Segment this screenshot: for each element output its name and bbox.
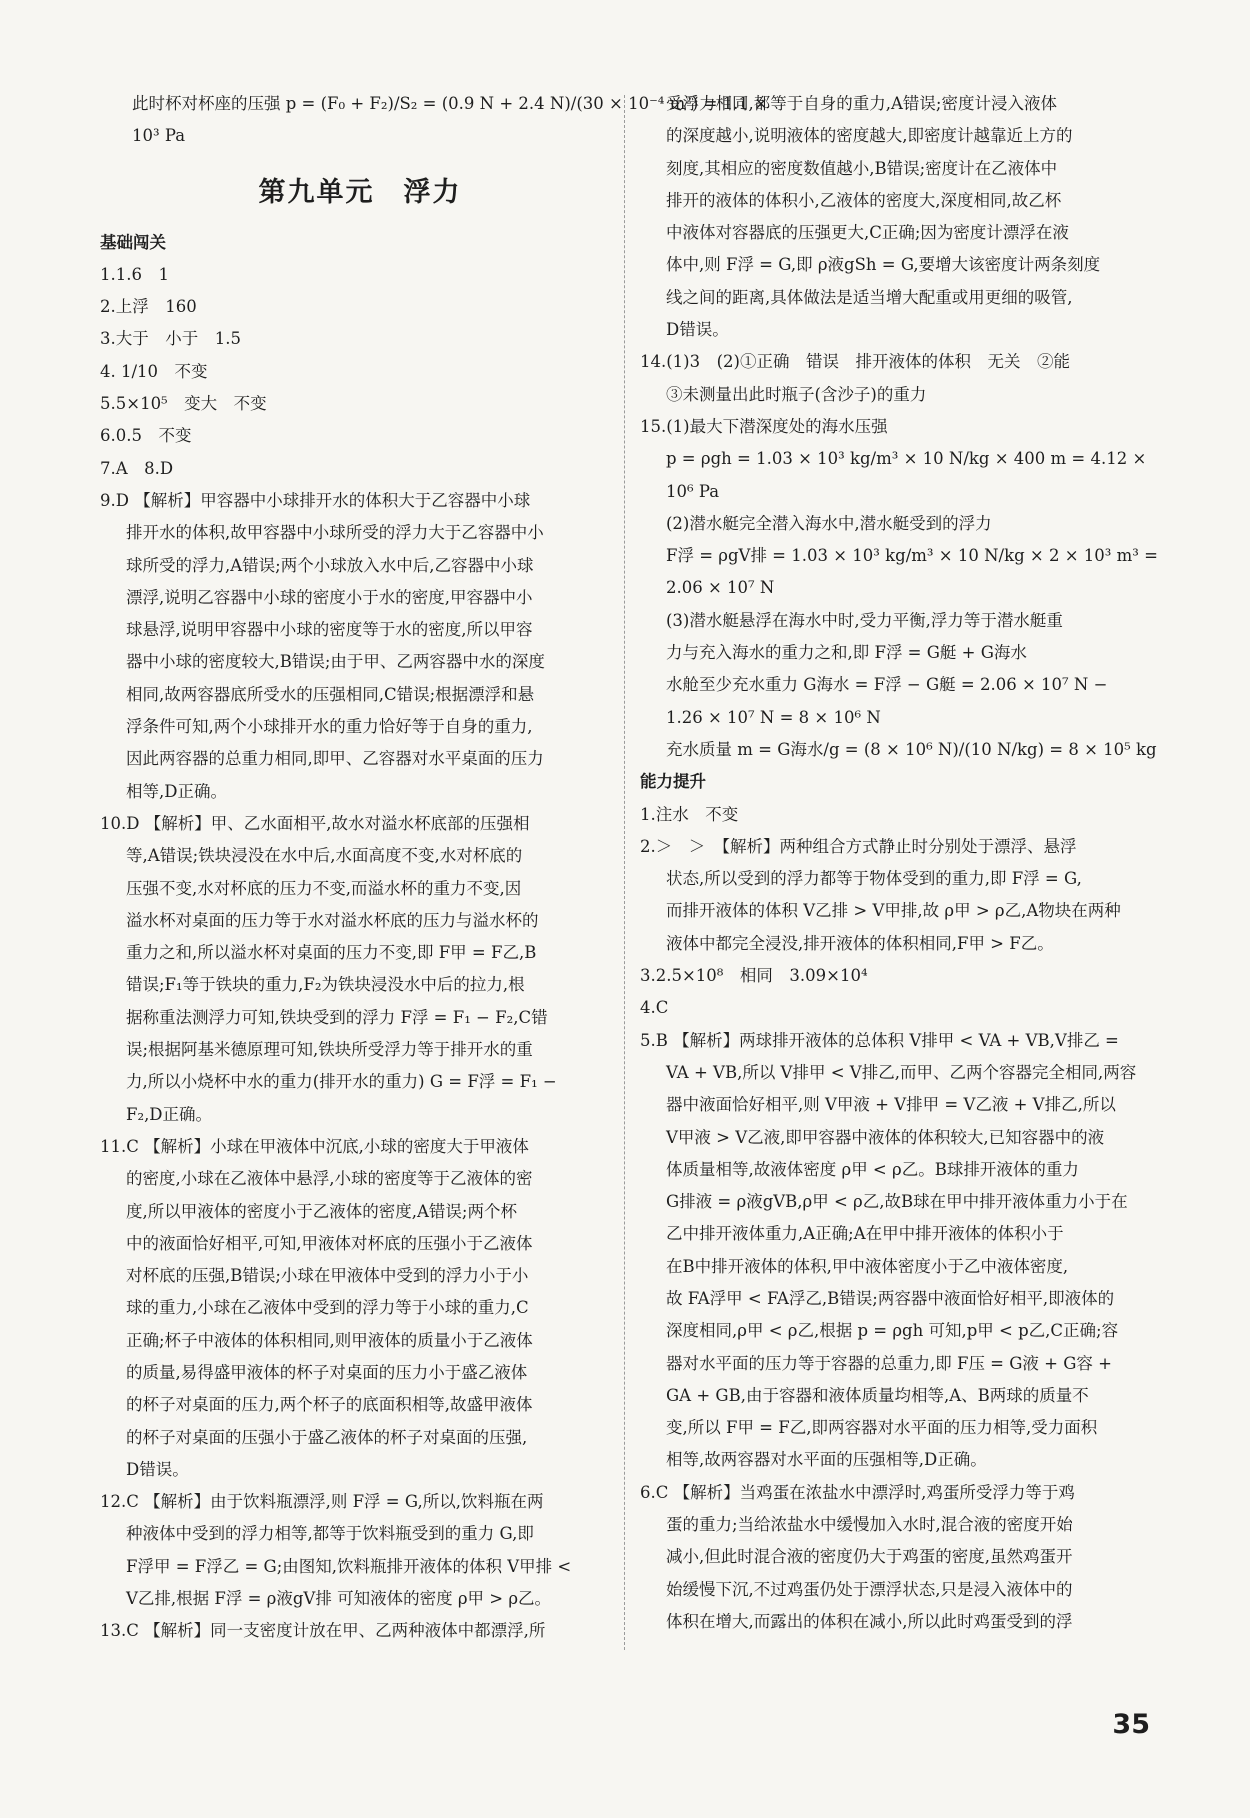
explanation-line: 体积在增大,而露出的体积在减小,所以此时鸡蛋受到的浮 (666, 1611, 1073, 1631)
formula-line: F浮 = ρgV排 = 1.03 × 10³ kg/m³ × 10 N/kg × 2 × 10³ m³ = (666, 546, 1158, 566)
explanation-line: 中液体对容器底的压强更大,C正确;因为密度计漂浮在液 (666, 223, 1069, 243)
explanation-line: 液体中都完全浸没,排开液体的体积相同,F甲 > F乙。 (666, 933, 1054, 953)
answer-line: 3.大于 小于 1.5 (100, 329, 241, 349)
explanation-line: 10.D 【解析】甲、乙水面相平,故水对溢水杯底部的压强相 (100, 813, 530, 833)
explanation-line: 种液体中受到的浮力相等,都等于饮料瓶受到的重力 G,即 (126, 1524, 534, 1544)
explanation-line: 乙中排开液体重力,A正确;A在甲中排开液体的体积小于 (666, 1224, 1064, 1244)
explanation-line: 蛋的重力;当给浓盐水中缓慢加入水时,混合液的密度开始 (666, 1515, 1073, 1535)
explanation-line: 深度相同,ρ甲 < ρ乙,根据 p = ρgh 可知,p甲 < p乙,C正确;容 (666, 1321, 1119, 1341)
explanation-line: 力,所以小烧杯中水的重力(排开水的重力) G = F浮 = F₁ − (126, 1072, 557, 1092)
section-heading: 基础闯关 (100, 232, 166, 252)
answer-line: 2.上浮 160 (100, 297, 197, 317)
explanation-line: 状态,所以受到的浮力都等于物体受到的重力,即 F浮 = G, (666, 869, 1082, 889)
formula-line: 充水质量 m = G海水/g = (8 × 10⁶ N)/(10 N/kg) = 8 × 10⁵ kg (666, 739, 1157, 759)
explanation-line: 相等,D正确。 (126, 781, 227, 801)
explanation-line: 排开的液体的体积小,乙液体的密度大,深度相同,故乙杯 (666, 190, 1062, 210)
right-column (640, 88, 1158, 1638)
answer-line: 7.A 8.D (100, 458, 174, 478)
section-heading: 能力提升 (640, 772, 706, 792)
explanation-line: G排液 = ρ液gVB,ρ甲 < ρ乙,故B球在甲中排开液体重力小于在 (666, 1192, 1128, 1212)
explanation-line: 11.C 【解析】小球在甲液体中沉底,小球的密度大于甲液体 (100, 1136, 529, 1156)
explanation-line: 在B中排开液体的体积,甲中液体密度小于乙中液体密度, (666, 1256, 1069, 1276)
explanation-line: 变,所以 F甲 = F乙,即两容器对水平面的压力相等,受力面积 (666, 1418, 1098, 1438)
unit-title: 第九单元 浮力 (258, 176, 462, 208)
explanation-line: D错误。 (666, 320, 729, 340)
explanation-line: 2.＞ ＞ 【解析】两种组合方式静止时分别处于漂浮、悬浮 (640, 836, 1077, 856)
explanation-line: 故 FA浮甲 < FA浮乙,B错误;两容器中液面恰好相平,即液体的 (666, 1288, 1115, 1308)
answer-line: ③未测量出此时瓶子(含沙子)的重力 (666, 384, 927, 404)
explanation-line: 等,A错误;铁块浸没在水中后,水面高度不变,水对杯底的 (126, 846, 523, 866)
explanation-line: 溢水杯对桌面的压力等于水对溢水杯底的压力与溢水杯的 (126, 910, 539, 930)
explanation-line: 5.B 【解析】两球排开液体的总体积 V排甲 < VA + VB,V排乙 = (640, 1030, 1119, 1050)
answer-line: 4.C (640, 998, 669, 1018)
explanation-line: 12.C 【解析】由于饮料瓶漂浮,则 F浮 = G,所以,饮料瓶在两 (100, 1492, 544, 1512)
explanation-line: D错误。 (126, 1459, 189, 1479)
explanation-line: 器对水平面的压力等于容器的总重力,即 F压 = G液 + G容 + (666, 1353, 1112, 1373)
formula-line: 1.26 × 10⁷ N = 8 × 10⁶ N (666, 707, 881, 727)
explanation-line: V乙排,根据 F浮 = ρ液gV排 可知液体的密度 ρ甲 > ρ乙。 (126, 1589, 552, 1609)
explanation-line: 浮条件可知,两个小球排开水的重力恰好等于自身的重力, (126, 717, 533, 737)
explanation-line: 器中小球的密度较大,B错误;由于甲、乙两容器中水的深度 (126, 652, 545, 672)
explanation-line: 的密度,小球在乙液体中悬浮,小球的密度等于乙液体的密 (126, 1169, 533, 1189)
explanation-line: 9.D 【解析】甲容器中小球排开水的体积大于乙容器中小球 (100, 490, 531, 510)
explanation-line: 球的重力,小球在乙液体中受到的浮力等于小球的重力,C (126, 1298, 529, 1318)
formula-line: 10³ Pa (132, 126, 186, 146)
explanation-line: 错误;F₁等于铁块的重力,F₂为铁块浸没水中后的拉力,根 (126, 975, 525, 995)
explanation-line: 误;根据阿基米德原理可知,铁块所受浮力等于排开水的重 (126, 1040, 533, 1060)
answer-line: (2)潜水艇完全潜入海水中,潜水艇受到的浮力 (666, 513, 992, 533)
explanation-line: F浮甲 = F浮乙 = G;由图知,饮料瓶排开液体的体积 V甲排 < (126, 1556, 572, 1576)
explanation-line: VA + VB,所以 V排甲 < V排乙,而甲、乙两个容器完全相同,两容 (666, 1062, 1137, 1082)
explanation-line: GA + GB,由于容器和液体质量均相等,A、B两球的质量不 (666, 1385, 1089, 1405)
formula-line: 水舱至少充水重力 G海水 = F浮 − G艇 = 2.06 × 10⁷ N − (666, 675, 1108, 695)
answer-line: 1.注水 不变 (640, 804, 739, 824)
formula-line: 此时杯对杯座的压强 p = (F₀ + F₂)/S₂ = (0.9 N + 2.4 N)/(30 × 10⁻⁴ m²) = 1.1 × (132, 94, 768, 113)
explanation-line: 相同,故两容器底所受水的压强相同,C错误;根据漂浮和悬 (126, 684, 535, 704)
explanation-line: 体质量相等,故液体密度 ρ甲 < ρ乙。B球排开液体的重力 (666, 1159, 1079, 1179)
explanation-line: 中的液面恰好相平,可知,甲液体对杯底的压强小于乙液体 (126, 1233, 533, 1253)
answer-line: 3.2.5×10⁸ 相同 3.09×10⁴ (640, 966, 868, 986)
answer-line: 1.1.6 1 (100, 264, 169, 284)
explanation-line: 13.C 【解析】同一支密度计放在甲、乙两种液体中都漂浮,所 (100, 1621, 546, 1641)
explanation-line: 对杯底的压强,B错误;小球在甲液体中受到的浮力小于小 (126, 1266, 529, 1286)
answer-line: 4. 1/10 不变 (100, 361, 208, 381)
explanation-line: V甲液 > V乙液,即甲容器中液体的体积较大,已知容器中的液 (666, 1127, 1105, 1147)
explanation-line: 的质量,易得盛甲液体的杯子对桌面的压力小于盛乙液体 (126, 1362, 528, 1382)
explanation-line: 的杯子对桌面的压力,两个杯子的底面积相等,故盛甲液体 (126, 1395, 533, 1415)
explanation-line: 刻度,其相应的密度数值越小,B错误;密度计在乙液体中 (666, 158, 1058, 178)
explanation-line: 球悬浮,说明甲容器中小球的密度等于水的密度,所以甲容 (126, 620, 533, 640)
explanation-line: 度,所以甲液体的密度小于乙液体的密度,A错误;两个杯 (126, 1201, 517, 1221)
formula-line: p = ρgh = 1.03 × 10³ kg/m³ × 10 N/kg × 400 m = 4.12 × (666, 449, 1147, 469)
explanation-line: 相等,故两容器对水平面的压强相等,D正确。 (666, 1450, 987, 1470)
explanation-line: 的杯子对桌面的压强小于盛乙液体的杯子对桌面的压强, (126, 1427, 528, 1447)
explanation-line: 据称重法测浮力可知,铁块受到的浮力 F浮 = F₁ − F₂,C错 (126, 1007, 548, 1027)
explanation-line: 漂浮,说明乙容器中小球的密度小于水的密度,甲容器中小 (126, 587, 533, 607)
column-divider (624, 95, 625, 1650)
answer-line: (3)潜水艇悬浮在海水中时,受力平衡,浮力等于潜水艇重 (666, 610, 1063, 630)
answer-line: 6.0.5 不变 (100, 426, 192, 446)
formula-line: 10⁶ Pa (666, 481, 720, 501)
explanation-line: 因此两容器的总重力相同,即甲、乙容器对水平桌面的压力 (126, 749, 544, 769)
answer-line: 14.(1)3 (2)①正确 错误 排开液体的体积 无关 ②能 (640, 352, 1070, 372)
explanation-line: 正确;杯子中液体的体积相同,则甲液体的质量小于乙液体 (126, 1330, 533, 1350)
explanation-line: 重力之和,所以溢水杯对桌面的压力不变,即 F甲 = F乙,B (126, 943, 537, 963)
answer-line: 5.5×10⁵ 变大 不变 (100, 394, 267, 414)
explanation-line: 压强不变,水对杯底的压力不变,而溢水杯的重力不变,因 (126, 878, 522, 898)
page-number: 35 (1112, 1709, 1150, 1740)
explanation-line: 球所受的浮力,A错误;两个小球放入水中后,乙容器中小球 (126, 555, 534, 575)
answer-line: 力与充入海水的重力之和,即 F浮 = G艇 + G海水 (666, 643, 1027, 663)
formula-line: 2.06 × 10⁷ N (666, 578, 775, 598)
explanation-line: 6.C 【解析】当鸡蛋在浓盐水中漂浮时,鸡蛋所受浮力等于鸡 (640, 1482, 1075, 1502)
explanation-line: 减小,但此时混合液的密度仍大于鸡蛋的密度,虽然鸡蛋开 (666, 1547, 1073, 1567)
explanation-line: 受浮力相同,都等于自身的重力,A错误;密度计浸入液体 (666, 94, 1057, 113)
answer-line: 15.(1)最大下潜深度处的海水压强 (640, 416, 888, 436)
explanation-line: F₂,D正确。 (126, 1104, 213, 1124)
explanation-line: 体中,则 F浮 = G,即 ρ液gSh = G,要增大该密度计两条刻度 (666, 255, 1101, 275)
explanation-line: 始缓慢下沉,不过鸡蛋仍处于漂浮状态,只是浸入液体中的 (666, 1579, 1073, 1599)
explanation-line: 的深度越小,说明液体的密度越大,即密度计越靠近上方的 (666, 126, 1073, 146)
explanation-line: 线之间的距离,具体做法是适当增大配重或用更细的吸管, (666, 287, 1073, 307)
explanation-line: 排开水的体积,故甲容器中小球所受的浮力大于乙容器中小 (126, 523, 544, 543)
explanation-line: 器中液面恰好相平,则 V甲液 + V排甲 = V乙液 + V排乙,所以 (666, 1095, 1116, 1115)
explanation-line: 而排开液体的体积 V乙排 > V甲排,故 ρ甲 > ρ乙,A物块在两种 (666, 901, 1121, 921)
